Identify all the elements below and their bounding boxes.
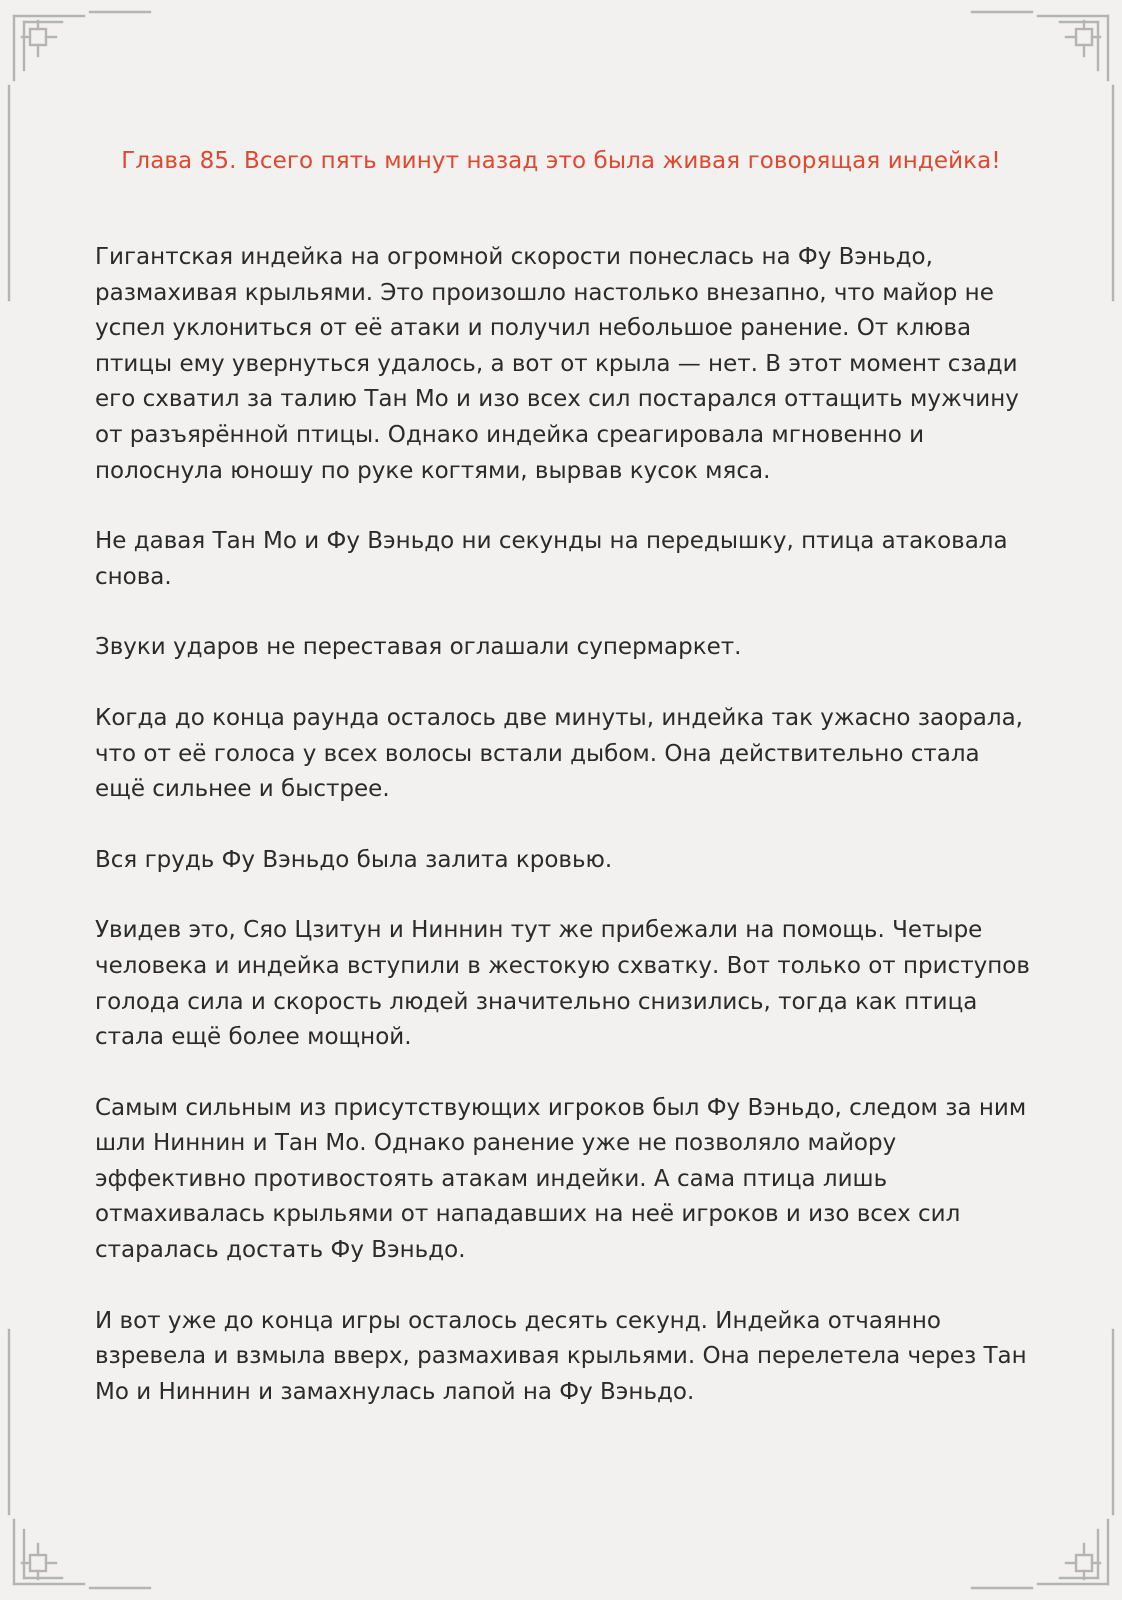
chapter-title: Глава 85. Всего пять минут назад это была живая говорящая индейка! [121, 148, 1001, 174]
paragraph: Гигантская индейка на огромной скорости понеслась на Фу Вэньдо, размахивая крыльями. Это произошло настолько внезапно, что майор не успел уклониться от её атаки и получил небольшое ранение. От клюва птицы ему увернуться удалось, а вот от крыла — нет. В этот момент сзади его схватил за талию Тан Мо и изо всех сил постарался оттащить мужчину от разъярённой птицы. Однако индейка среагировала мгновенно и полоснула юношу по руке когтями, вырвав кусок мяса. [95, 244, 1019, 484]
chapter-body [95, 240, 1035, 1445]
paragraph: И вот уже до конца игры осталось десять секунд. Индейка отчаянно взревела и взмыла вверх, размахивая крыльями. Она перелетела через Тан Мо и Ниннин и замахнулась лапой на Фу Вэньдо. [95, 1307, 1027, 1405]
paragraph: Самым сильным из присутствующих игроков был Фу Вэньдо, следом за ним шли Ниннин и Тан Мо. Однако ранение уже не позволяло майору эффективно противостоять атакам индейки. А сама птица лишь отмахивалась крыльями от нападавших на неё игроков и изо всех сил старалась достать Фу Вэньдо. [95, 1094, 1027, 1264]
paragraph: Вся грудь Фу Вэньдо была залита кровью. [95, 846, 613, 873]
paragraph: Увидев это, Сяо Цзитун и Ниннин тут же прибежали на помощь. Четыре человека и индейка вступили в жестокую схватку. Вот только от приступов голода сила и скорость людей значительно снизились, тогда как птица стала ещё более мощной. [95, 917, 1030, 1051]
paragraph: Когда до конца раунда осталось две минуты, индейка так ужасно заорала, что от её голоса у всех волосы встали дыбом. Она действительно стала ещё сильнее и быстрее. [95, 704, 1023, 803]
paragraph: Не давая Тан Мо и Фу Вэньдо ни секунды на передышку, птица атаковала снова. [95, 528, 1008, 590]
paragraph: Звуки ударов не переставая оглашали супермаркет. [95, 634, 742, 661]
